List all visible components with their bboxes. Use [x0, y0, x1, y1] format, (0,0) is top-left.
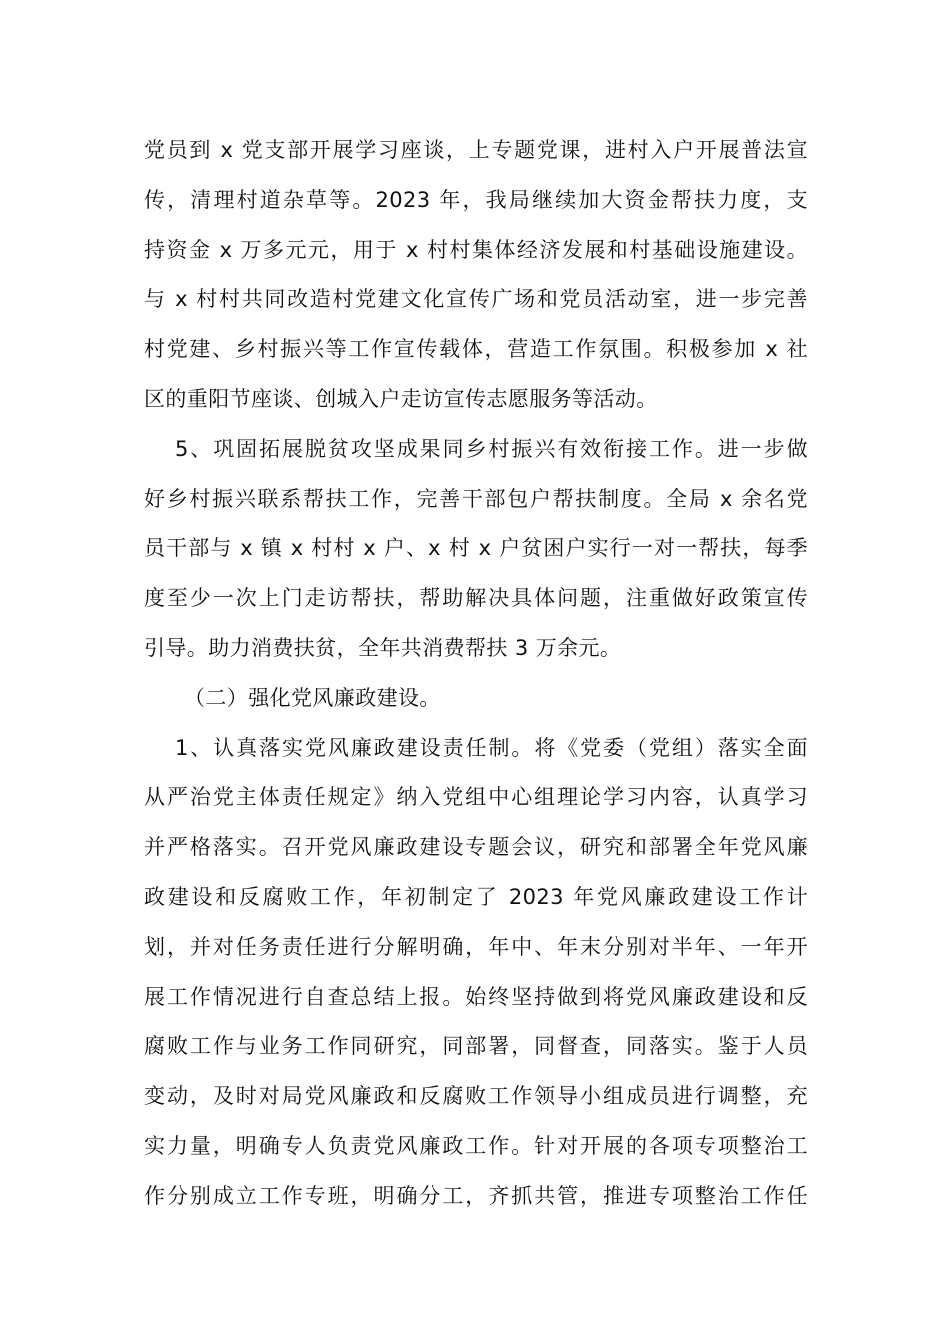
- paragraph-line: 引导。助力消费扶贫，全年共消费帮扶 3 万余元。: [144, 635, 622, 660]
- paragraph-line: 划，并对任务责任进行分解明确，年中、年末分别对半年、一年开: [144, 934, 808, 959]
- section-heading: （二）强化党风廉政建设。: [184, 685, 441, 710]
- paragraph-line: 展工作情况进行自查总结上报。始终坚持做到将党风廉政建设和反: [144, 984, 808, 1009]
- paragraph-line: 从严治党主体责任规定》纳入党组中心组理论学习内容，认真学习: [144, 785, 808, 810]
- paragraph-line: 好乡村振兴联系帮扶工作，完善干部包户帮扶制度。全局 x 余名党: [144, 486, 808, 511]
- paragraph-line: 区的重阳节座谈、创城入户走访宣传志愿服务等活动。: [144, 386, 658, 411]
- paragraph-line: 党员到 x 党支部开展学习座谈，上专题党课，进村入户开展普法宣: [144, 138, 808, 162]
- paragraph-line: 并严格落实。召开党风廉政建设专题会议，研究和部署全年党风廉: [144, 835, 808, 860]
- paragraph-line: 度至少一次上门走访帮扶，帮助解决具体问题，注重做好政策宣传: [144, 586, 808, 611]
- paragraph-line: 传，清理村道杂草等。2023 年，我局继续加大资金帮扶力度，支: [144, 187, 808, 212]
- paragraph-line: 政建设和反腐败工作，年初制定了 2023 年党风廉政建设工作计: [144, 884, 808, 909]
- paragraph-line: 村党建、乡村振兴等工作宣传载体，营造工作氛围。积极参加 x 社: [144, 337, 808, 362]
- paragraph-line: 变动，及时对局党风廉政和反腐败工作领导小组成员进行调整，充: [144, 1084, 808, 1109]
- document-body: [144, 126, 808, 1222]
- paragraph-line: 持资金 x 万多元元，用于 x 村村集体经济发展和村基础设施建设。: [144, 237, 808, 262]
- paragraph-line: 与 x 村村共同改造村党建文化宣传广场和党员活动室，进一步完善: [144, 287, 808, 312]
- paragraph-line: 1、认真落实党风廉政建设责任制。将《党委（党组）落实全面: [175, 735, 808, 760]
- paragraph-line: 作分别成立工作专班，明确分工，齐抓共管，推进专项整治工作任: [144, 1183, 808, 1208]
- paragraph-line: 实力量，明确专人负责党风廉政工作。针对开展的各项专项整治工: [144, 1133, 808, 1158]
- paragraph-line: 员干部与 x 镇 x 村村 x 户、x 村 x 户贫困户实行一对一帮扶，每季: [144, 536, 808, 561]
- paragraph-line: 腐败工作与业务工作同研究，同部署，同督查，同落实。鉴于人员: [144, 1034, 808, 1059]
- paragraph-line: 5、巩固拓展脱贫攻坚成果同乡村振兴有效衔接工作。进一步做: [175, 436, 808, 461]
